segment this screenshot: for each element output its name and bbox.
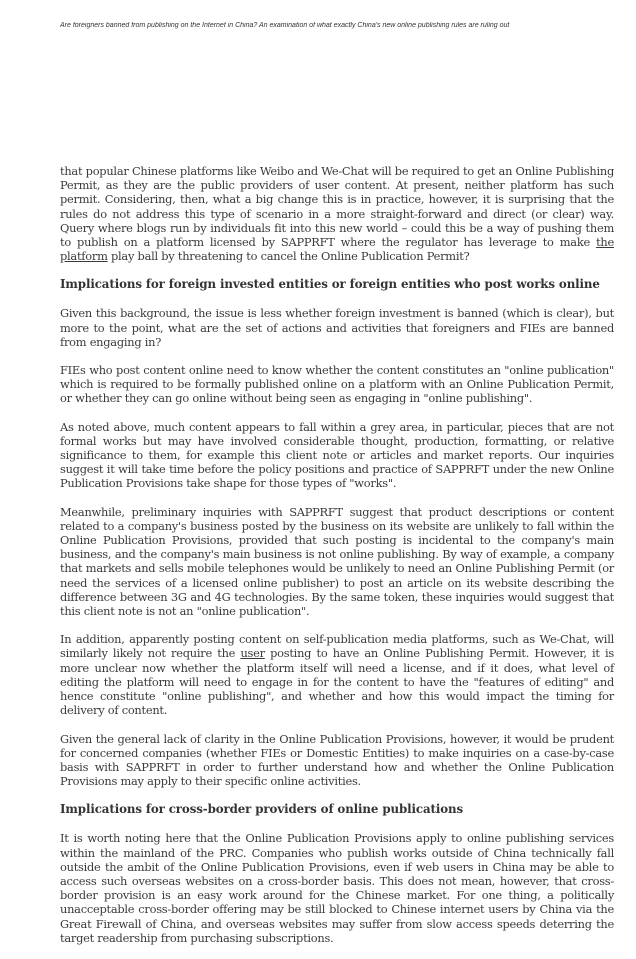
paragraph-text: that popular Chinese platforms like Weibo and We-Chat will be required to get an Online Publishing Permit, as they are the public providers of user content. At present, neither platform has such permit. Considering, then, what a big change this is in practice, however, it is surprising that the rules do not address this type of scenario in a more straight-forward and direct (or clear) way. Query where blogs run by individuals fit into this new world – could this be a way of pushing them to publish on a platform licensed by SAPPRFT where the regulator has leverage to make <box>60 164 614 250</box>
paragraph-text: play ball by threatening to cancel the Online Publication Permit? <box>107 249 470 264</box>
underlined-phrase-the-platform: the platform <box>60 235 614 264</box>
paragraph-fies-posting-content: FIEs who post content online need to know whether the content constitutes an "online publication" which is required to be formally published online on a platform with an Online Publication Permit, or whether they can go online without being seen as engaging in "online publishing". <box>60 363 614 406</box>
paragraph-lack-of-clarity: Given the general lack of clarity in the Online Publication Provisions, however, it would be prudent for concerned companies (whether FIEs or Domestic Entities) to make inquiries on a case-by-case basis with SAPPRFT in order to further understand how and whether the Online Publication Provisions may apply to their specific online activities. <box>60 731 614 789</box>
paragraph-background: Given this background, the issue is less whether foreign investment is banned (which is clear), but more to the point, what are the set of actions and activities that foreigners and FIEs are banned from engaging in? <box>60 306 614 349</box>
section-heading-foreign-invested-entities: Implications for foreign invested entities or foreign entities who post works online <box>60 277 600 292</box>
paragraph-preliminary-inquiries: Meanwhile, preliminary inquiries with SAPPRFT suggest that product descriptions or content related to a company's business posted by the business on its website are unlikely to fall within the Online Publication Provisions, provided that such posting is incidental to the company's main business, and the company's main business is not online publishing. By way of example, a company that markets and sells mobile telephones would be unlikely to need an Online Publishing Permit (or need the services of a licensed online publisher) to post an article on its website describing the difference between 3G and 4G technologies. By the same token, these inquiries would suggest that this client note is not an "online publication". <box>60 504 614 619</box>
paragraph-text: posting to have an Online Publishing Permit. However, it is more unclear now whether the platform itself will need a license, and if it does, what level of editing the platform will need to engage in for the content to have the "features of editing" and hence constitute "online publishing", and whether and how this would impact the timing for delivery of content. <box>60 646 614 718</box>
paragraph-platform-permits <box>60 164 614 263</box>
document-body <box>60 164 614 959</box>
paragraph-self-publication-platforms <box>60 632 614 717</box>
paragraph-grey-area: As noted above, much content appears to fall within a grey area, in particular, pieces that are not formal works but may have involved considerable thought, production, formatting, or relative significance to them, for example this client note or articles and market reports. Our inquiries suggest it will take time before the policy positions and practice of SAPPRFT under the new Online Publication Provisions take shape for those types of "works". <box>60 419 614 491</box>
paragraph-text: In addition, apparently posting content on self-publication media platforms, such as We-Chat, will similarly likely not require the <box>60 632 614 661</box>
section-heading-cross-border-providers: Implications for cross-border providers of online publications <box>60 802 463 817</box>
underlined-word-user: user <box>240 646 265 661</box>
running-header: Are foreigners banned from publishing on the Internet in China? An examination of what exactly China's new online publishing rules are ruling out <box>60 22 510 29</box>
paragraph-cross-border: It is worth noting here that the Online Publication Provisions apply to online publishing services within the mainland of the PRC. Companies who publish works outside of China technically fall outside the ambit of the Online Publication Provisions, even if web users in China may be able to access such overseas websites on a cross-border basis. This does not mean, however, that cross-border provision is an easy work around for the Chinese market. For one thing, a politically unacceptable cross-border offering may be still blocked to Chinese internet users by China via the Great Firewall of China, and overseas websites may suffer from slow access speeds deterring the target readership from purchasing subscriptions. <box>60 831 614 945</box>
